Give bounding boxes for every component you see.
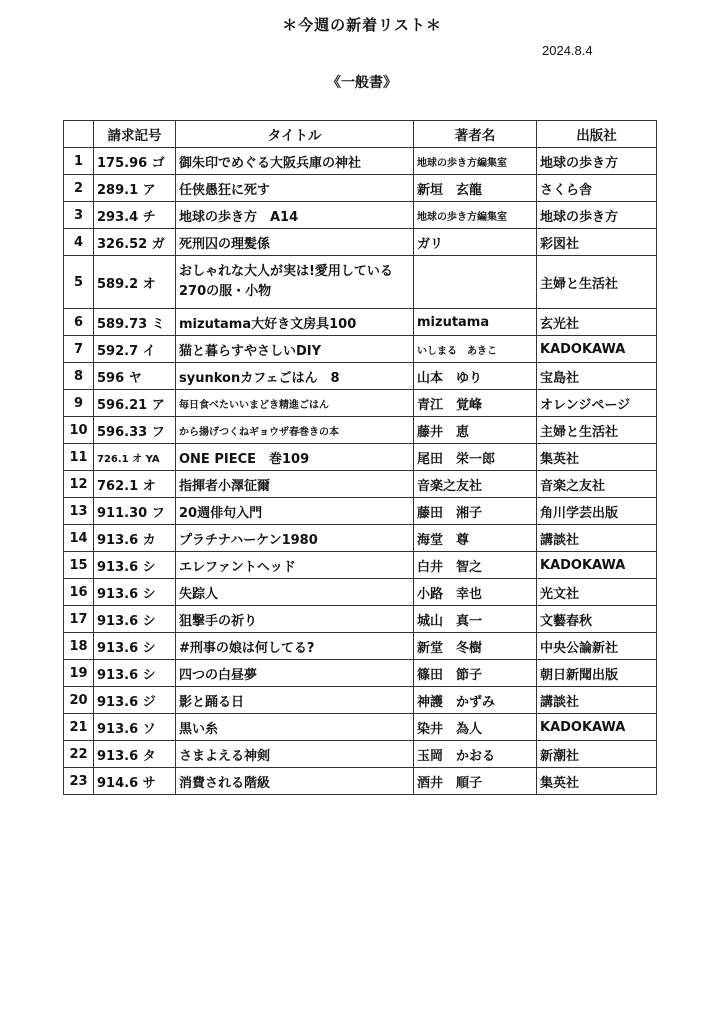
author-name: いしまる あきこ [414,336,537,363]
book-title: から揚げつくねギョウザ春巻きの本 [176,417,414,444]
book-title: プラチナハーケン1980 [176,525,414,552]
publisher-name: 主婦と生活社 [537,256,657,309]
book-title: ONE PIECE 巻109 [176,444,414,471]
author-name: 藤田 湘子 [414,498,537,525]
call-number: 592.7 イ [94,336,176,363]
publisher-name: 彩図社 [537,229,657,256]
book-title: 影と踊る日 [176,687,414,714]
publisher-name: KADOKAWA [537,714,657,741]
column-header-publisher: 出版社 [537,121,657,148]
book-title: mizutama大好き文房具100 [176,309,414,336]
table-row [64,390,657,417]
new-books-table [63,120,657,795]
call-number: 726.1 オ YA [94,444,176,471]
author-name: 白井 智之 [414,552,537,579]
row-number: 21 [64,714,94,741]
publisher-name: 集英社 [537,444,657,471]
author-name: mizutama [414,309,537,336]
row-number: 14 [64,525,94,552]
table-row [64,417,657,444]
publisher-name: 角川学芸出版 [537,498,657,525]
publisher-name: 集英社 [537,768,657,795]
table-row [64,633,657,660]
table-row [64,606,657,633]
table-row [64,363,657,390]
book-title: 毎日食べたいいまどき精進ごはん [176,390,414,417]
call-number: 913.6 ソ [94,714,176,741]
table-row [64,256,657,309]
row-number: 20 [64,687,94,714]
author-name: 酒井 順子 [414,768,537,795]
column-header-number [64,121,94,148]
row-number: 2 [64,175,94,202]
call-number: 913.6 タ [94,741,176,768]
author-name: 山本 ゆり [414,363,537,390]
row-number: 5 [64,256,94,309]
row-number: 12 [64,471,94,498]
book-title: さまよえる神剣 [176,741,414,768]
publisher-name: 朝日新聞出版 [537,660,657,687]
row-number: 10 [64,417,94,444]
author-name: 神護 かずみ [414,687,537,714]
table-row [64,175,657,202]
publisher-name: 文藝春秋 [537,606,657,633]
book-title: syunkonカフェごはん 8 [176,363,414,390]
row-number: 11 [64,444,94,471]
publisher-name: 中央公論新社 [537,633,657,660]
table-row [64,336,657,363]
publisher-name: 光文社 [537,579,657,606]
book-title: #刑事の娘は何してる? [176,633,414,660]
book-title: 死刑囚の理髪係 [176,229,414,256]
row-number: 19 [64,660,94,687]
call-number: 913.6 ジ [94,687,176,714]
publisher-name: オレンジページ [537,390,657,417]
row-number: 16 [64,579,94,606]
publisher-name: 新潮社 [537,741,657,768]
call-number: 326.52 ガ [94,229,176,256]
table-row [64,202,657,229]
row-number: 9 [64,390,94,417]
table-row [64,687,657,714]
author-name: 玉岡 かおる [414,741,537,768]
row-number: 3 [64,202,94,229]
call-number: 762.1 オ [94,471,176,498]
table-row [64,768,657,795]
publisher-name: 講談社 [537,687,657,714]
book-title: 指揮者小澤征爾 [176,471,414,498]
call-number: 911.30 フ [94,498,176,525]
table-row [64,660,657,687]
author-name: 尾田 栄一郎 [414,444,537,471]
publisher-name: 主婦と生活社 [537,417,657,444]
book-title: 消費される階級 [176,768,414,795]
call-number: 589.2 オ [94,256,176,309]
row-number: 4 [64,229,94,256]
book-title: 地球の歩き方 A14 [176,202,414,229]
author-name: 篠田 節子 [414,660,537,687]
book-title: 任侠愚狂に死す [176,175,414,202]
call-number: 913.6 シ [94,633,176,660]
column-header-title: タイトル [176,121,414,148]
table-row [64,471,657,498]
table-row [64,714,657,741]
row-number: 8 [64,363,94,390]
author-name: 新堂 冬樹 [414,633,537,660]
call-number: 913.6 カ [94,525,176,552]
author-name: ガリ [414,229,537,256]
row-number: 7 [64,336,94,363]
book-title: おしゃれな大人が実は!愛用している270の服・小物 [176,256,414,309]
author-name [414,256,537,309]
call-number: 293.4 チ [94,202,176,229]
call-number: 289.1 ア [94,175,176,202]
column-header-call-number: 請求記号 [94,121,176,148]
author-name: 青江 覚峰 [414,390,537,417]
call-number: 913.6 シ [94,552,176,579]
table-header-row [64,121,657,148]
publisher-name: KADOKAWA [537,552,657,579]
list-date: 2024.8.4 [542,43,593,58]
call-number: 913.6 シ [94,579,176,606]
book-title: 御朱印でめぐる大阪兵庫の神社 [176,148,414,175]
table-row [64,229,657,256]
call-number: 175.96 ゴ [94,148,176,175]
call-number: 596 ヤ [94,363,176,390]
author-name: 海堂 尊 [414,525,537,552]
call-number: 596.21 ア [94,390,176,417]
book-title: 四つの白昼夢 [176,660,414,687]
page-title: ＊今週の新着リスト＊ [282,16,442,34]
book-title: 狙撃手の祈り [176,606,414,633]
book-title: 猫と暮らすやさしいDIY [176,336,414,363]
row-number: 13 [64,498,94,525]
call-number: 913.6 シ [94,660,176,687]
call-number: 596.33 フ [94,417,176,444]
author-name: 城山 真一 [414,606,537,633]
row-number: 23 [64,768,94,795]
author-name: 藤井 恵 [414,417,537,444]
table-row [64,309,657,336]
publisher-name: 玄光社 [537,309,657,336]
book-title: 20週俳句入門 [176,498,414,525]
section-heading: 《一般書》 [327,75,397,91]
author-name: 小路 幸也 [414,579,537,606]
table-row [64,148,657,175]
table-row [64,498,657,525]
table-row [64,552,657,579]
publisher-name: 音楽之友社 [537,471,657,498]
row-number: 17 [64,606,94,633]
row-number: 6 [64,309,94,336]
call-number: 913.6 シ [94,606,176,633]
book-title: エレファントヘッド [176,552,414,579]
publisher-name: 地球の歩き方 [537,202,657,229]
call-number: 914.6 サ [94,768,176,795]
table-row [64,525,657,552]
table-row [64,579,657,606]
author-name: 音楽之友社 [414,471,537,498]
table-row [64,741,657,768]
row-number: 1 [64,148,94,175]
call-number: 589.73 ミ [94,309,176,336]
publisher-name: さくら舎 [537,175,657,202]
author-name: 新垣 玄龍 [414,175,537,202]
publisher-name: KADOKAWA [537,336,657,363]
book-title: 失踪人 [176,579,414,606]
author-name: 地球の歩き方編集室 [414,202,537,229]
book-title: 黒い糸 [176,714,414,741]
publisher-name: 宝島社 [537,363,657,390]
author-name: 染井 為人 [414,714,537,741]
publisher-name: 講談社 [537,525,657,552]
row-number: 18 [64,633,94,660]
column-header-author: 著者名 [414,121,537,148]
author-name: 地球の歩き方編集室 [414,148,537,175]
table-row [64,444,657,471]
publisher-name: 地球の歩き方 [537,148,657,175]
row-number: 22 [64,741,94,768]
row-number: 15 [64,552,94,579]
